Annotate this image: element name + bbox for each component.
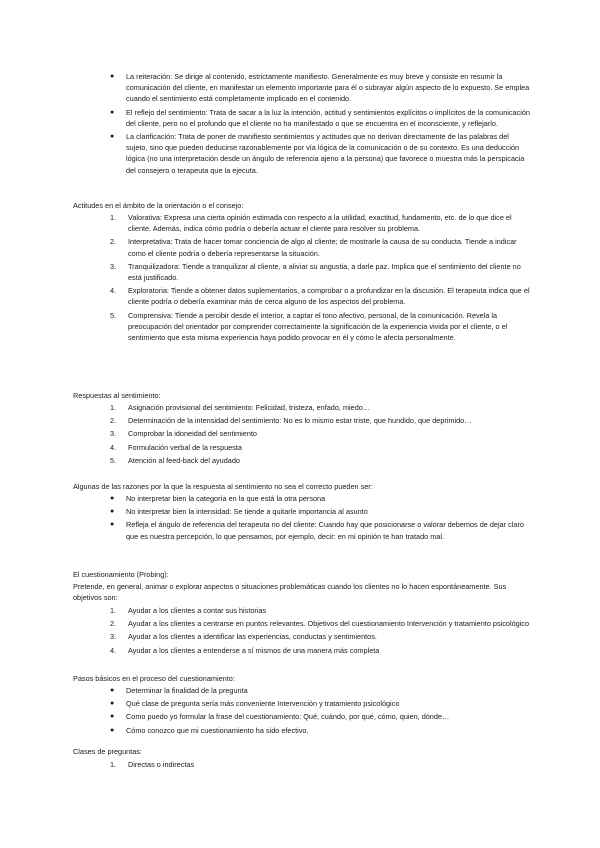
cuestionamiento-heading: El cuestionamiento (Probing): bbox=[73, 570, 169, 579]
bullet-icon: ● bbox=[110, 508, 115, 516]
list-item: 1. Valorativa: Expresa una cierta opinión estimada con respecto a la utilidad, exactitud, fundamento, etc. de lo que dice el cliente. Además, indica cómo podría o debería actuar el cliente para resolver su problema. bbox=[110, 213, 512, 234]
cuestionamiento-list bbox=[110, 605, 530, 658]
cuestionamiento-intro: Pretende, en general, animar o explorar aspectos o situaciones problemáticas cuando los clientes no lo hacen espontáneamente. Sus objetivos son: bbox=[73, 582, 507, 603]
list-item: ● La clarificación: Trata de poner de manifiesto sentimientos y actitudes que no derivan directamente de las palabras del sujeto, sino que pueden deducirse razonablemente por vía lógica de la comunicación o de su contexto. Es una deducción lógica (no una interpretación desde un ángulo de referencia ajeno a la persona) que favorece o muestra más la perspicacia del consejero o terapeuta que la ejecuta. bbox=[110, 132, 525, 175]
razones-list bbox=[110, 493, 530, 544]
list-item: ● Cómo conozco que mi cuestionamiento ha sido efectivo. bbox=[110, 725, 309, 735]
list-item: ● Determinar la finalidad de la pregunta bbox=[110, 686, 248, 695]
list-item: 4. Exploratoria: Tiende a obtener datos suplementarios, a comprobar o a profundizar en la discusión. El terapeuta indica que el cliente podría o debería examinar más de cerca alguno de los aspectos del problema. bbox=[110, 286, 530, 307]
clases-heading: Clases de preguntas: bbox=[73, 747, 142, 756]
bullet-icon: ● bbox=[110, 700, 115, 708]
list-item: 2. Interpretativa: Trata de hacer tomar conciencia de algo al cliente; de mostrarle la causa de su conducta. Tiende a indicar como el cliente podría o debería representarse la situación. bbox=[110, 237, 517, 258]
list-item: 2. Ayudar a los clientes a centrarse en puntos relevantes. Objetivos del cuestionamiento Intervención y tratamiento psicológico bbox=[110, 619, 530, 629]
pasos-list bbox=[110, 685, 530, 738]
intro-bullet-list bbox=[110, 71, 530, 178]
razones-heading: Algunas de las razones por la que la respuesta al sentimiento no sea el correcto pueden ser: bbox=[73, 482, 373, 491]
list-item: 4. Ayudar a los clientes a entenderse a sí mismos de una manera más completa bbox=[110, 645, 380, 655]
list-item: ● El reflejo del sentimiento: Trata de sacar a la luz la intención, actitud y sentimientos explícitos o implícitos de la comunicación del cliente, pero no el profundo que el cliente no ha manifestado o que se encuentra en el inconsciente, y reflejarlo. bbox=[110, 107, 530, 128]
bullet-icon: ● bbox=[110, 495, 115, 502]
list-item: 5. Atención al feed-back del ayudado bbox=[110, 455, 240, 465]
list-item: 3. Ayudar a los clientes a identificar las experiencias, conductas y sentimientos. bbox=[110, 632, 377, 642]
list-item: ● No interpretar bien la intensidad: Se tiende a quitarle importancia al asunto bbox=[110, 507, 368, 517]
list-item: 3. Comprobar la idoneidad del sentimiento bbox=[110, 429, 257, 439]
respuestas-heading: Respuestas al sentimiento: bbox=[73, 391, 161, 400]
clases-list bbox=[110, 759, 530, 772]
list-item: ● La reiteración: Se dirige al contenido, estrictamente manifiesto. Generalmente es muy breve y consiste en resumir la comunicación del cliente, en manifestar un elemento importante para él o subrayar algún aspecto de lo expuesto. Se emplea cuando el sentimiento está completamente implicado en el contenido. bbox=[110, 72, 530, 104]
list-item: ● Qué clase de pregunta sería más conveniente Intervención y tratamiento psicológico bbox=[110, 699, 400, 709]
bullet-icon: ● bbox=[110, 687, 115, 694]
list-item: 3. Tranquilizadora: Tiende a tranquilizar al cliente, a aliviar su angustia, a darle paz. Implica que el sentimiento del cliente no está justificado. bbox=[110, 261, 521, 283]
bullet-icon: ● bbox=[110, 713, 115, 721]
actitudes-list bbox=[110, 212, 530, 345]
list-item: 5. Comprensiva: Tiende a percibir desde el interior, a captar el tono afectivo, personal, de la comunicación. Revela la preocupación del orientador por comprender correctamente la significación de la experiencia vivida por el cliente, o el sentimiento que esta misma experiencia haya podido provocar en él y cómo le afecta personalmente. bbox=[110, 310, 508, 343]
pasos-heading: Pasos básicos en el proceso del cuestionamiento: bbox=[73, 674, 235, 683]
list-item: ● No interpretar bien la categoría en la que está la otra persona bbox=[110, 494, 326, 503]
list-item: 1. Directas o indirectas bbox=[110, 760, 195, 769]
respuestas-list bbox=[110, 402, 530, 468]
list-item: 1. Asignación provisional del sentimiento: Felicidad, tristeza, enfado, miedo… bbox=[110, 403, 371, 412]
list-item: 2. Determinación de la intensidad del sentimiento: No es lo mismo estar triste, que hundido, que deprimido… bbox=[110, 416, 472, 426]
bullet-icon: ● bbox=[110, 726, 115, 734]
list-item: ● Refleja el ángulo de referencia del terapeuta no del cliente: Cuando hay que posicionarse o valorar debemos de dejar claro que es nuestra percepción, lo que pensamos, por ejemplo, decir: en mi opinión te han tratado mal. bbox=[110, 520, 524, 541]
list-item: 4. Formulación verbal de la respuesta bbox=[110, 442, 242, 452]
bullet-icon: ● bbox=[110, 108, 115, 116]
bullet-icon: ● bbox=[110, 521, 115, 529]
actitudes-heading: Actitudes en el ámbito de la orientación o el consejo: bbox=[73, 201, 244, 210]
bullet-icon: ● bbox=[110, 133, 115, 141]
bullet-icon: ● bbox=[110, 73, 115, 80]
list-item: ● Como puedo yo formular la frase del cuestionamiento: Qué, cuándo, por qué, cómo, quien, dónde… bbox=[110, 712, 450, 722]
list-item: 1. Ayudar a los clientes a contar sus historias bbox=[110, 606, 267, 615]
